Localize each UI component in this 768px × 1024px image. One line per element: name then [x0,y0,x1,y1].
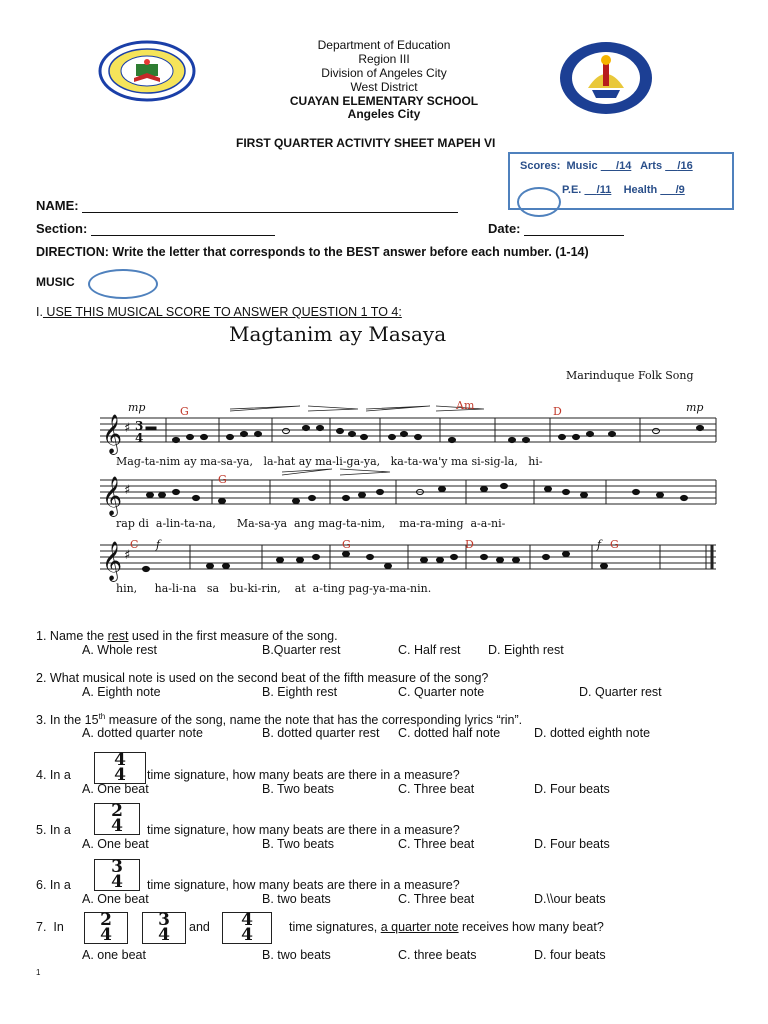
score-arts-blank[interactable]: /16 [677,160,693,172]
q4-option-c[interactable]: C. Three beat [398,782,475,796]
dynamic-f-2: f [597,538,602,551]
q3-option-b[interactable]: B. dotted quarter rest [262,726,380,740]
q2-option-c[interactable]: C. Quarter note [398,685,485,699]
q1-option-a[interactable]: A. Whole rest [82,643,158,657]
question-text: receives how many beat? [458,920,604,934]
question-6 [36,878,71,892]
part-one-text: USE THIS MUSICAL SCORE TO ANSWER QUESTION 1 TO 4: [42,305,402,319]
question-2 [36,671,488,685]
ts-bottom: 4 [241,925,253,945]
header-department: Department of Education [317,38,451,52]
question-4-text: time signature, how many beats are there in a measure? [147,768,460,782]
chord-g-1: G [180,405,189,418]
question-7 [36,920,64,934]
q4-option-d[interactable]: D. Four beats [534,782,610,796]
question-text: used in the first measure of the song. [128,629,338,643]
q7-option-a[interactable]: A. one beat [82,948,146,962]
score-pe-label: P.E. [562,184,582,196]
header-division: Division of Angeles City [321,66,447,80]
name-label: NAME: [36,198,79,213]
question-text: In a [49,878,71,892]
score-music-label: Music [566,160,598,172]
ts-top: 4 [114,750,126,770]
ts-bottom: 4 [111,872,123,892]
q7-option-b[interactable]: B. two beats [262,948,331,962]
name-row [36,198,458,213]
q5-option-c[interactable]: C. Three beat [398,837,475,851]
ts-bottom: 4 [114,765,126,785]
time-signature-3-4-q7 [142,912,186,944]
q4-option-b[interactable]: B. Two beats [262,782,335,796]
q3-option-c[interactable]: C. dotted half note [398,726,501,740]
section-label: Section: [36,221,88,236]
ts-bottom: 4 [111,816,123,836]
svg-text:𝄞: 𝄞 [102,414,123,454]
svg-text:4: 4 [135,431,144,445]
dynamic-mp-1: mp [128,401,146,414]
chord-c: C [130,538,139,551]
music-label: MUSIC [36,275,75,289]
date-field[interactable] [524,223,624,236]
song-subtitle: Marinduque Folk Song [566,369,694,382]
q4-option-a[interactable]: A. One beat [82,782,149,796]
question-text: Name the [49,629,108,643]
name-field[interactable] [82,200,458,213]
q6-option-c[interactable]: C. Three beat [398,892,475,906]
score-pe-blank[interactable]: /11 [596,184,612,196]
question-7-text [289,920,604,934]
chord-d-1: D [553,405,562,418]
dynamic-f-1: f [156,538,161,551]
section-field[interactable] [91,223,275,236]
time-signature-4-4 [94,752,146,784]
date-label: Date: [488,221,521,236]
q2-option-d[interactable]: D. Quarter rest [579,685,662,699]
q6-option-d[interactable]: D.\\our beats [534,892,606,906]
question-number: 4. [36,768,47,782]
q7-option-d[interactable]: D. four beats [534,948,606,962]
question-5-text: time signature, how many beats are there in a measure? [147,823,460,837]
q3-option-d[interactable]: D. dotted eighth note [534,726,651,740]
time-signature-2-4-q7 [84,912,128,944]
q2-option-b[interactable]: B. Eighth rest [262,685,338,699]
question-number: 3. [36,713,47,728]
part-one-instruction [36,305,402,319]
q7-option-c[interactable]: C. three beats [398,948,477,962]
question-underlined: a quarter note [380,920,459,934]
question-5 [36,823,71,837]
ts-top: 3 [158,910,170,930]
q5-option-d[interactable]: D. Four beats [534,837,610,851]
question-number: 7. [36,920,47,934]
musical-score [0,390,768,600]
q1-option-d[interactable]: D. Eighth rest [488,643,564,657]
svg-text:♯: ♯ [124,548,131,563]
time-signature-4-4-q7 [222,912,272,944]
chord-g-3: G [342,538,351,551]
chord-d-2: D [465,538,474,551]
svg-text:𝄞: 𝄞 [102,541,123,581]
song-lyrics-line-2: rap di a-lin-ta-na, Ma-sa-ya ang mag-ta-nim, ma-ra-ming a-a-ni- [116,517,506,530]
svg-text:♯: ♯ [124,421,131,436]
score-health-label: Health [623,184,658,196]
song-title: Magtanim ay Masaya [229,322,447,346]
ts-bottom: 4 [158,925,170,945]
question-underlined: rest [107,629,129,643]
q5-option-b[interactable]: B. Two beats [262,837,335,851]
chord-g-4: G [610,538,619,551]
question-4 [36,768,71,782]
date-row [488,221,624,236]
ts-top: 3 [111,857,123,877]
svg-text:3: 3 [135,419,144,433]
section-row [36,221,275,236]
page-number: 1 [36,968,41,977]
question-number: 2. [36,671,47,685]
ordinal-suffix: th [98,712,106,721]
header-district: West District [350,80,418,94]
q2-option-a[interactable]: A. Eighth note [82,685,161,699]
part-one-number: I. [36,305,43,319]
question-text: time signatures, [289,920,381,934]
question-text: What musical note is used on the second beat of the fifth measure of the song? [49,671,489,685]
time-signature-3-4 [94,859,140,891]
question-7-and: and [189,920,210,934]
direction-text: DIRECTION: Write the letter that corresponds to the BEST answer before each number. (1-14) [36,245,589,259]
question-text: In the 15 [49,713,99,728]
ts-top: 4 [241,910,253,930]
question-text: In [53,920,64,934]
ts-bottom: 4 [100,925,112,945]
ts-top: 2 [100,910,112,930]
question-number: 5. [36,823,47,837]
score-circle [517,187,561,217]
svg-text:♯: ♯ [124,483,131,498]
page-title: FIRST QUARTER ACTIVITY SHEET MAPEH VI [236,136,496,150]
chord-g-2: G [218,473,227,486]
svg-text:𝄞: 𝄞 [102,476,123,516]
question-text: In a [49,823,71,837]
q6-option-b[interactable]: B. two beats [262,892,331,906]
song-lyrics-line-3: hin, ha-li-na sa bu-ki-rin, at a-ting pag-ya-ma-nin. [116,582,432,595]
question-3 [36,712,522,727]
music-circle [88,269,158,299]
dynamic-mp-2: mp [686,401,704,414]
q3-option-a[interactable]: A. dotted quarter note [82,726,203,740]
question-text: measure of the song, name the note that has the corresponding lyrics “rin”. [105,713,523,728]
header-city: Angeles City [347,107,421,121]
chord-am: Am [456,399,475,412]
scores-prefix: Scores: [520,160,561,172]
score-health-blank[interactable]: /9 [675,184,685,196]
question-number: 1. [36,629,47,643]
song-lyrics-line-1: Mag-ta-nim ay ma-sa-ya, la-hat ay ma-li-ga-ya, ka-ta-wa'y ma si-sig-la, hi- [116,455,543,468]
q1-option-c[interactable]: C. Half rest [398,643,461,657]
question-number: 6. [36,878,47,892]
time-signature-2-4 [94,803,140,835]
question-text: In a [49,768,71,782]
header-school: CUAYAN ELEMENTARY SCHOOL [289,94,479,108]
score-arts-label: Arts [640,160,663,172]
q6-option-a[interactable]: A. One beat [82,892,149,906]
q5-option-a[interactable]: A. One beat [82,837,149,851]
ts-top: 2 [111,801,123,821]
question-1 [36,629,338,643]
q1-option-b[interactable]: B.Quarter rest [262,643,341,657]
header-region: Region III [358,52,410,66]
question-6-text: time signature, how many beats are there in a measure? [147,878,460,892]
score-music-blank[interactable]: /14 [616,160,632,172]
